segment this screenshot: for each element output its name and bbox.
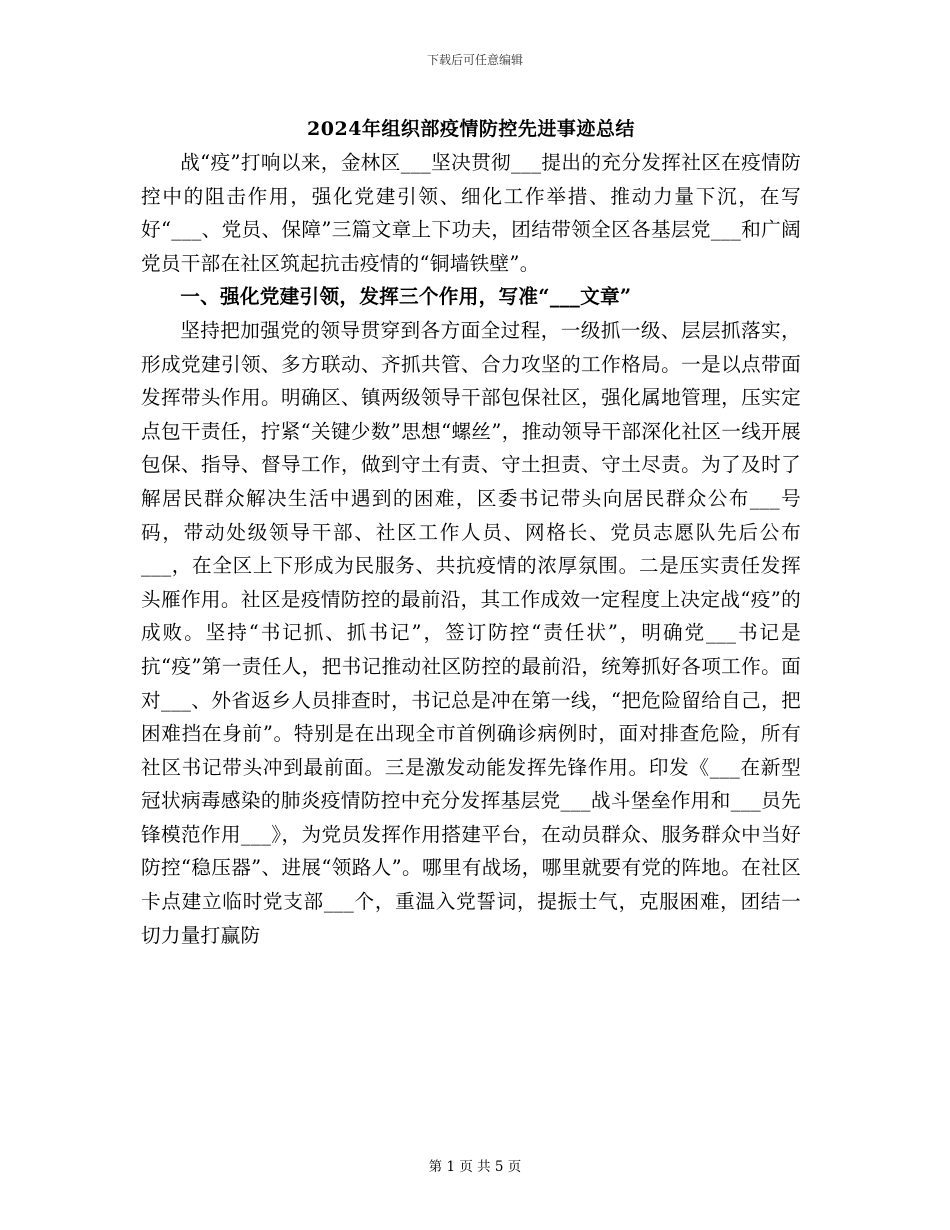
section-1-paragraph: 坚持把加强党的领导贯穿到各方面全过程，一级抓一级、层层抓落实，形成党建引领、多方联动、齐抓共管、合力攻坚的工作格局。一是以点带面发挥带头作用。明确区、镇两级领导干部包保社区，强化属地管理，压实定点包干责任，拧紧“关键少数”思想“螺丝”，推动领导干部深化社区一线开展包保、指导、督导工作，做到守土有责、守土担责、守土尽责。为了及时了解居民群众解决生活中遇到的困难，区委书记带头向居民群众公布___号码，带动处级领导干部、社区工作人员、网格长、党员志愿队先后公布___，在全区上下形成为民服务、共抗疫情的浓厚氛围。二是压实责任发挥头雁作用。社区是疫情防控的最前沿，其工作成效一定程度上决定战“疫”的成败。坚持“书记抓、抓书记”，签订防控“责任状”，明确党___书记是抗“疫”第一责任人，把书记推动社区防控的最前沿，统筹抓好各项工作。面对___、外省返乡人员排查时，书记总是冲在第一线，“把危险留给自己，把困难挡在身前”。特别是在出现全市首例确诊病例时，面对排查危险，所有社区书记带头冲到最前面。三是激发动能发挥先锋作用。印发《___在新型冠状病毒感染的肺炎疫情防控中充分发挥基层党___战斗堡垒作用和___员先锋模范作用___》，为党员发挥作用搭建平台，在动员群众、服务群众中当好防控“稳压器”、进展“领路人”。哪里有战场，哪里就要有党的阵地。在社区卡点建立临时党支部___个，重温入党誓词，提振士气，克服困难，团结一切力量打赢防 xyxy=(141,318,801,947)
page-number-footer: 第 1 页 共 5 页 xyxy=(428,1159,522,1175)
intro-paragraph: 战“疫”打响以来，金林区___坚决贯彻___提出的充分发挥社区在疫情防控中的阻击作用，强化党建引领、细化工作举措、推动力量下沉，在写好“___、党员、保障”三篇文章上下功夫，团结带领全区各基层党___和广阔党员干部在社区筑起抗击疫情的“铜墙铁壁”。 xyxy=(141,151,801,275)
section-1-heading: 一、强化党建引领，发挥三个作用，写准“___文章” xyxy=(180,285,632,309)
page-header-note: 下载后可任意编辑 xyxy=(426,53,523,67)
document-title: 2024年组织部疫情防控先进事迹总结 xyxy=(307,118,635,140)
document-body xyxy=(141,112,801,952)
